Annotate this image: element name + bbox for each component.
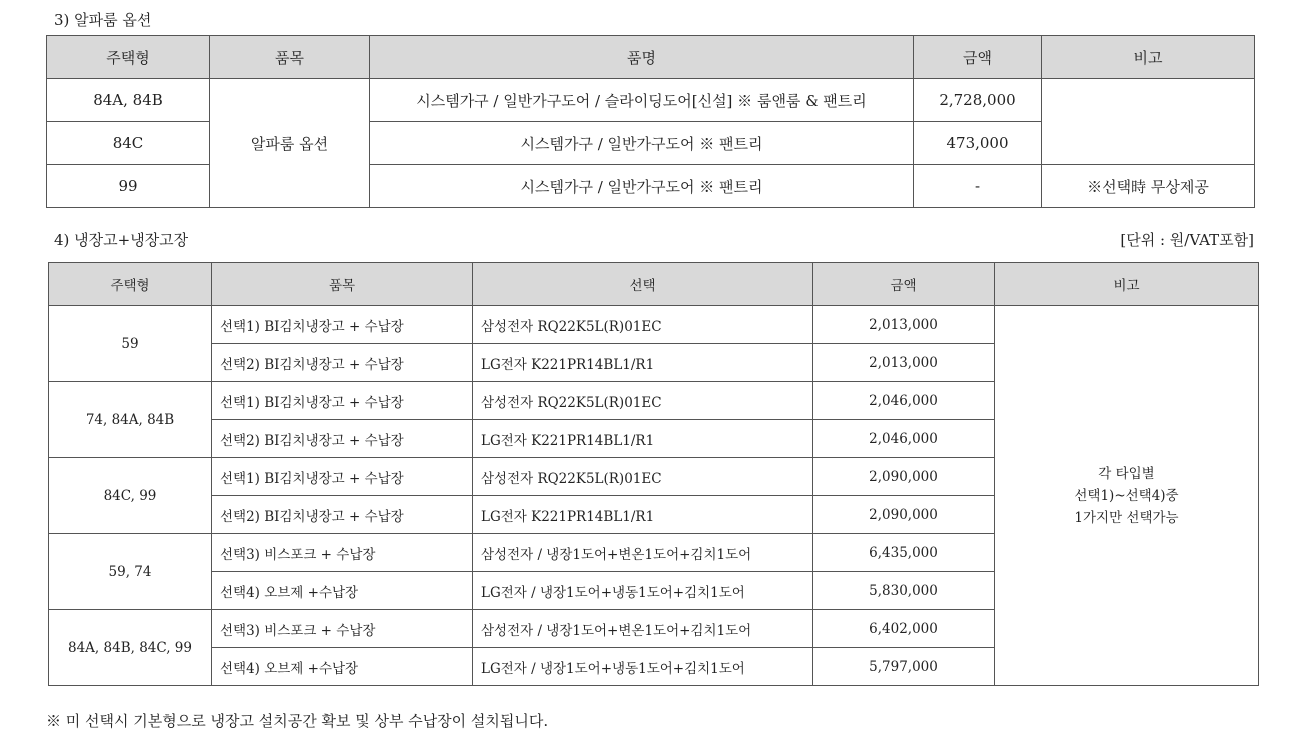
cell-type: 59, 74: [49, 534, 212, 610]
cell-item: 선택2) BI김치냉장고 + 수납장: [212, 344, 473, 382]
header-note: 비고: [1042, 36, 1255, 79]
cell-type: 59: [49, 306, 212, 382]
cell-price: 2,728,000: [914, 79, 1042, 122]
cell-choice: 삼성전자 RQ22K5L(R)01EC: [473, 306, 813, 344]
cell-name: 시스템가구 / 일반가구도어 / 슬라이딩도어[신설] ※ 룸앤룸 & 팬트리: [370, 79, 914, 122]
cell-note: ※선택時 무상제공: [1042, 165, 1255, 208]
cell-choice: LG전자 / 냉장1도어+냉동1도어+김치1도어: [473, 648, 813, 686]
cell-choice: 삼성전자 / 냉장1도어+변온1도어+김치1도어: [473, 610, 813, 648]
header-type: 주택형: [47, 36, 210, 79]
cell-price: 2,013,000: [813, 344, 995, 382]
refrigerator-options-table: [48, 262, 1259, 686]
note-line: 선택1)~선택4)중: [1074, 487, 1179, 504]
cell-price: -: [914, 165, 1042, 208]
table-header-row: [47, 36, 1255, 79]
cell-price: 2,090,000: [813, 496, 995, 534]
footnote: ※ 미 선택시 기본형으로 냉장고 설치공간 확보 및 상부 수납장이 설치됩니다.: [46, 712, 549, 730]
cell-type: 84A, 84B: [47, 79, 210, 122]
cell-type: 84C, 99: [49, 458, 212, 534]
cell-name: 시스템가구 / 일반가구도어 ※ 팬트리: [370, 165, 914, 208]
cell-item: 선택3) 비스포크 + 수납장: [212, 610, 473, 648]
header-item: 품목: [212, 263, 473, 306]
cell-choice: 삼성전자 RQ22K5L(R)01EC: [473, 382, 813, 420]
header-type: 주택형: [49, 263, 212, 306]
table-row: [49, 306, 1259, 344]
cell-choice: 삼성전자 / 냉장1도어+변온1도어+김치1도어: [473, 534, 813, 572]
header-price: 금액: [914, 36, 1042, 79]
cell-type: 99: [47, 165, 210, 208]
cell-item: 선택4) 오브제 +수납장: [212, 572, 473, 610]
cell-price: 6,402,000: [813, 610, 995, 648]
table-header-row: [49, 263, 1259, 306]
cell-item: 선택1) BI김치냉장고 + 수납장: [212, 382, 473, 420]
cell-item: 알파룸 옵션: [210, 79, 370, 208]
cell-item: 선택2) BI김치냉장고 + 수납장: [212, 496, 473, 534]
header-name: 품명: [370, 36, 914, 79]
cell-item: 선택4) 오브제 +수납장: [212, 648, 473, 686]
cell-choice: LG전자 K221PR14BL1/R1: [473, 344, 813, 382]
cell-item: 선택3) 비스포크 + 수납장: [212, 534, 473, 572]
cell-price: 2,046,000: [813, 420, 995, 458]
cell-price: 2,013,000: [813, 306, 995, 344]
cell-choice: LG전자 K221PR14BL1/R1: [473, 420, 813, 458]
note-line: 1가지만 선택가능: [1074, 509, 1179, 526]
cell-choice: LG전자 K221PR14BL1/R1: [473, 496, 813, 534]
cell-price: 5,797,000: [813, 648, 995, 686]
section4-title: 4) 냉장고+냉장고장: [54, 231, 189, 249]
header-item: 품목: [210, 36, 370, 79]
table-row: [47, 79, 1255, 122]
header-price: 금액: [813, 263, 995, 306]
unit-label: [단위 : 원/VAT포함]: [1120, 231, 1254, 249]
cell-choice: 삼성전자 RQ22K5L(R)01EC: [473, 458, 813, 496]
header-note: 비고: [995, 263, 1259, 306]
cell-item: 선택1) BI김치냉장고 + 수납장: [212, 458, 473, 496]
cell-price: 6,435,000: [813, 534, 995, 572]
cell-type: 74, 84A, 84B: [49, 382, 212, 458]
cell-price: 2,046,000: [813, 382, 995, 420]
cell-price: 2,090,000: [813, 458, 995, 496]
cell-type: 84C: [47, 122, 210, 165]
cell-choice: LG전자 / 냉장1도어+냉동1도어+김치1도어: [473, 572, 813, 610]
note-line: 각 타입별: [1098, 465, 1155, 482]
header-choice: 선택: [473, 263, 813, 306]
cell-item: 선택1) BI김치냉장고 + 수납장: [212, 306, 473, 344]
cell-name: 시스템가구 / 일반가구도어 ※ 팬트리: [370, 122, 914, 165]
cell-price: 5,830,000: [813, 572, 995, 610]
cell-note: [1042, 79, 1255, 165]
cell-note: [995, 306, 1259, 686]
cell-type: 84A, 84B, 84C, 99: [49, 610, 212, 686]
section3-title: 3) 알파룸 옵션: [54, 11, 152, 29]
cell-price: 473,000: [914, 122, 1042, 165]
alpha-room-options-table: [46, 35, 1255, 208]
cell-item: 선택2) BI김치냉장고 + 수납장: [212, 420, 473, 458]
